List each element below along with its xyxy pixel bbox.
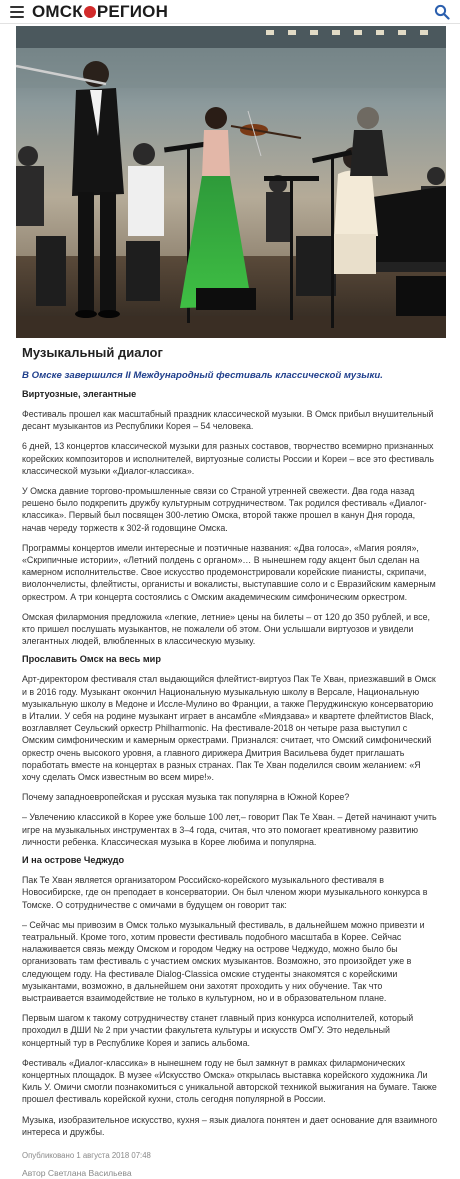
section-subhead: Виртуозные, элегантные	[22, 389, 137, 399]
article-content	[22, 344, 438, 1179]
article-paragraph: Арт-директором фестиваля стал выдающийся флейтист-виртуоз Пак Те Хван, приезжавший в Омск и в 2016 году. Музыкант окончил Национальную музыкальную школу в Версале, Национальную музыкальную школу в Медоне и Иссле-Мулино во Франции, а также Перуджинскую консерваторию в Италии. У себя на родине музыкант играет в ансамбле «Миядзава» и квартете флейтистов Black, возглавляет Сеульский оркестр Philharmonic. На фестивале-2018 он четыре раза выступил с Омским симфоническим и камерным оркестрами. Признался: считает, что Омский симфонический оркестр очень высокого уровня, а главного дирижера Дмитрия Васильева будет приглашать поработать вместе на концертах в разных странах. Пак Те Хван поделился своим желанием: «Я хочу сделать Омск известным во всем мире!».	[22, 674, 436, 783]
article-author: Автор Светлана Васильева	[22, 1167, 132, 1178]
logo-dot	[84, 6, 96, 18]
section-subhead: Прославить Омск на весь мир	[22, 654, 161, 665]
logo-text-region: РЕГИОН	[96, 1, 169, 21]
search-icon[interactable]	[434, 4, 450, 20]
article-photo	[16, 26, 446, 338]
article-paragraph: 6 дней, 13 концертов классической музыки для разных составов, творчество всемирно признанных корейских композиторов и исполнителей, виртуозные солисты России и Кореи – все это фестиваль классической музыки «Диалог-классика».	[22, 441, 434, 476]
logo-text-omsk: ОМСК	[32, 1, 83, 21]
article-paragraph: Первым шагом к такому сотрудничеству станет главный приз конкурса исполнителей, который проходил в ДШИ № 2 при участии факультета культуры и искусств ОмГУ. Это недельный концертный тур в Республике Корея и запись альбома.	[22, 1013, 414, 1048]
article-paragraph: Омская филармония предложила «легкие, летние» цены на билеты – от 120 до 350 рублей, и все, кто пришел послушать музыкантов, не пожалели об этом. Они услышали виртуозов и увидели элегантных людей, влюбленных в классическую музыку.	[22, 611, 431, 647]
site-logo[interactable]	[32, 2, 168, 22]
article-paragraph: У Омска давние торгово-промышленные связи со Страной утренней свежести. Два года назад решено было подкрепить дружбу культурным сотрудничеством. Так родился фестиваль «Диалог-классика». Первый был посвящен 300-летию Омска, второй также прошел в канун Дня города, начав череду торжеств к 302-й годовщине Омска.	[22, 486, 427, 533]
article-paragraph: Музыка, изобразительное искусство, кухня – язык диалога понятен и дает основание для взаимного интереса и дружбы.	[22, 1114, 438, 1137]
article-paragraph: Фестиваль прошел как масштабный праздник классической музыки. В Омск прибыл внушительный десант музыкантов из Республики Корея – 54 человека.	[22, 409, 434, 432]
top-bar	[0, 0, 460, 24]
publish-date: Опубликовано 1 августа 2018 07:48	[22, 1150, 151, 1160]
article-paragraph: – Сейчас мы привозим в Омск только музыкальный фестиваль, в дальнейшем можно привезти и театральный. Кроме того, хотим провести фестиваль подобного масштаба в Корее. Сейчас налаживается связь между Омском и городом Чеджу на острове Чеджудо, можно было бы организовать там фестиваль с участием омских музыкантов. Возможно, это произойдет уже в следующем году. На фестивале Dialog-Classica омские студенты знакомятся с корейскими музыкантами, возможно, в дальнейшем они захотят проходить у них обучение. Так что выстраивается взаимодействие не только в культурном, но и в образовательном плане.	[22, 919, 425, 1003]
article-paragraph: – Увлечению классикой в Корее уже больше 100 лет,– говорит Пак Те Хван. – Детей начинают учить игре на музыкальных инструментах в 3–4 года, считая, что это помогает креативному развитию личности ребенка. Классическая музыка в Корее любима и популярна.	[22, 812, 437, 847]
article-paragraph: Пак Те Хван является организатором Российско-корейского музыкального фестиваля в Новосибирске, где он преподает в консерватории. Он был членом жюри музыкального конкурса в Томске. О сотрудничестве с омичами в будущем он говорит так:	[22, 875, 428, 910]
section-subhead: И на острове Чеджудо	[22, 855, 125, 866]
article-title: Музыкальный диалог	[22, 345, 163, 360]
hamburger-icon[interactable]	[10, 6, 24, 18]
article-paragraph: Почему западноевропейская и русская музыка так популярна в Южной Корее?	[22, 792, 350, 803]
article-lead: В Омске завершился II Международный фестиваль классической музыки.	[22, 370, 383, 381]
article-paragraph: Фестиваль «Диалог-классика» в нынешнем году не был замкнут в рамках филармонических концертных площадок. В музее «Искусство Омска» открылась выставка корейского художника Ли Киль У. Омичи смогли познакомиться с уникальной авторской техникой выжигания на бумаге. Также прошел фестиваль корейской кухни, столь сегодня популярной в России.	[22, 1057, 437, 1105]
article-paragraph: Программы концертов имели интересные и поэтичные названия: «Два голоса», «Магия рояля», «Скрипичные истории», «Летний полдень с органом»… В нынешнем году акцент был сделан на камерном исполнительстве. Свое искусство продемонстрировали корейские пианисты, скрипачи, виолончелисты, флейтисты, органисты и вокалисты, выступавшие соло и с Евразийским камерным оркестром. А три концерта состоялись с Омским академическим симфоническим оркестром.	[22, 542, 436, 602]
